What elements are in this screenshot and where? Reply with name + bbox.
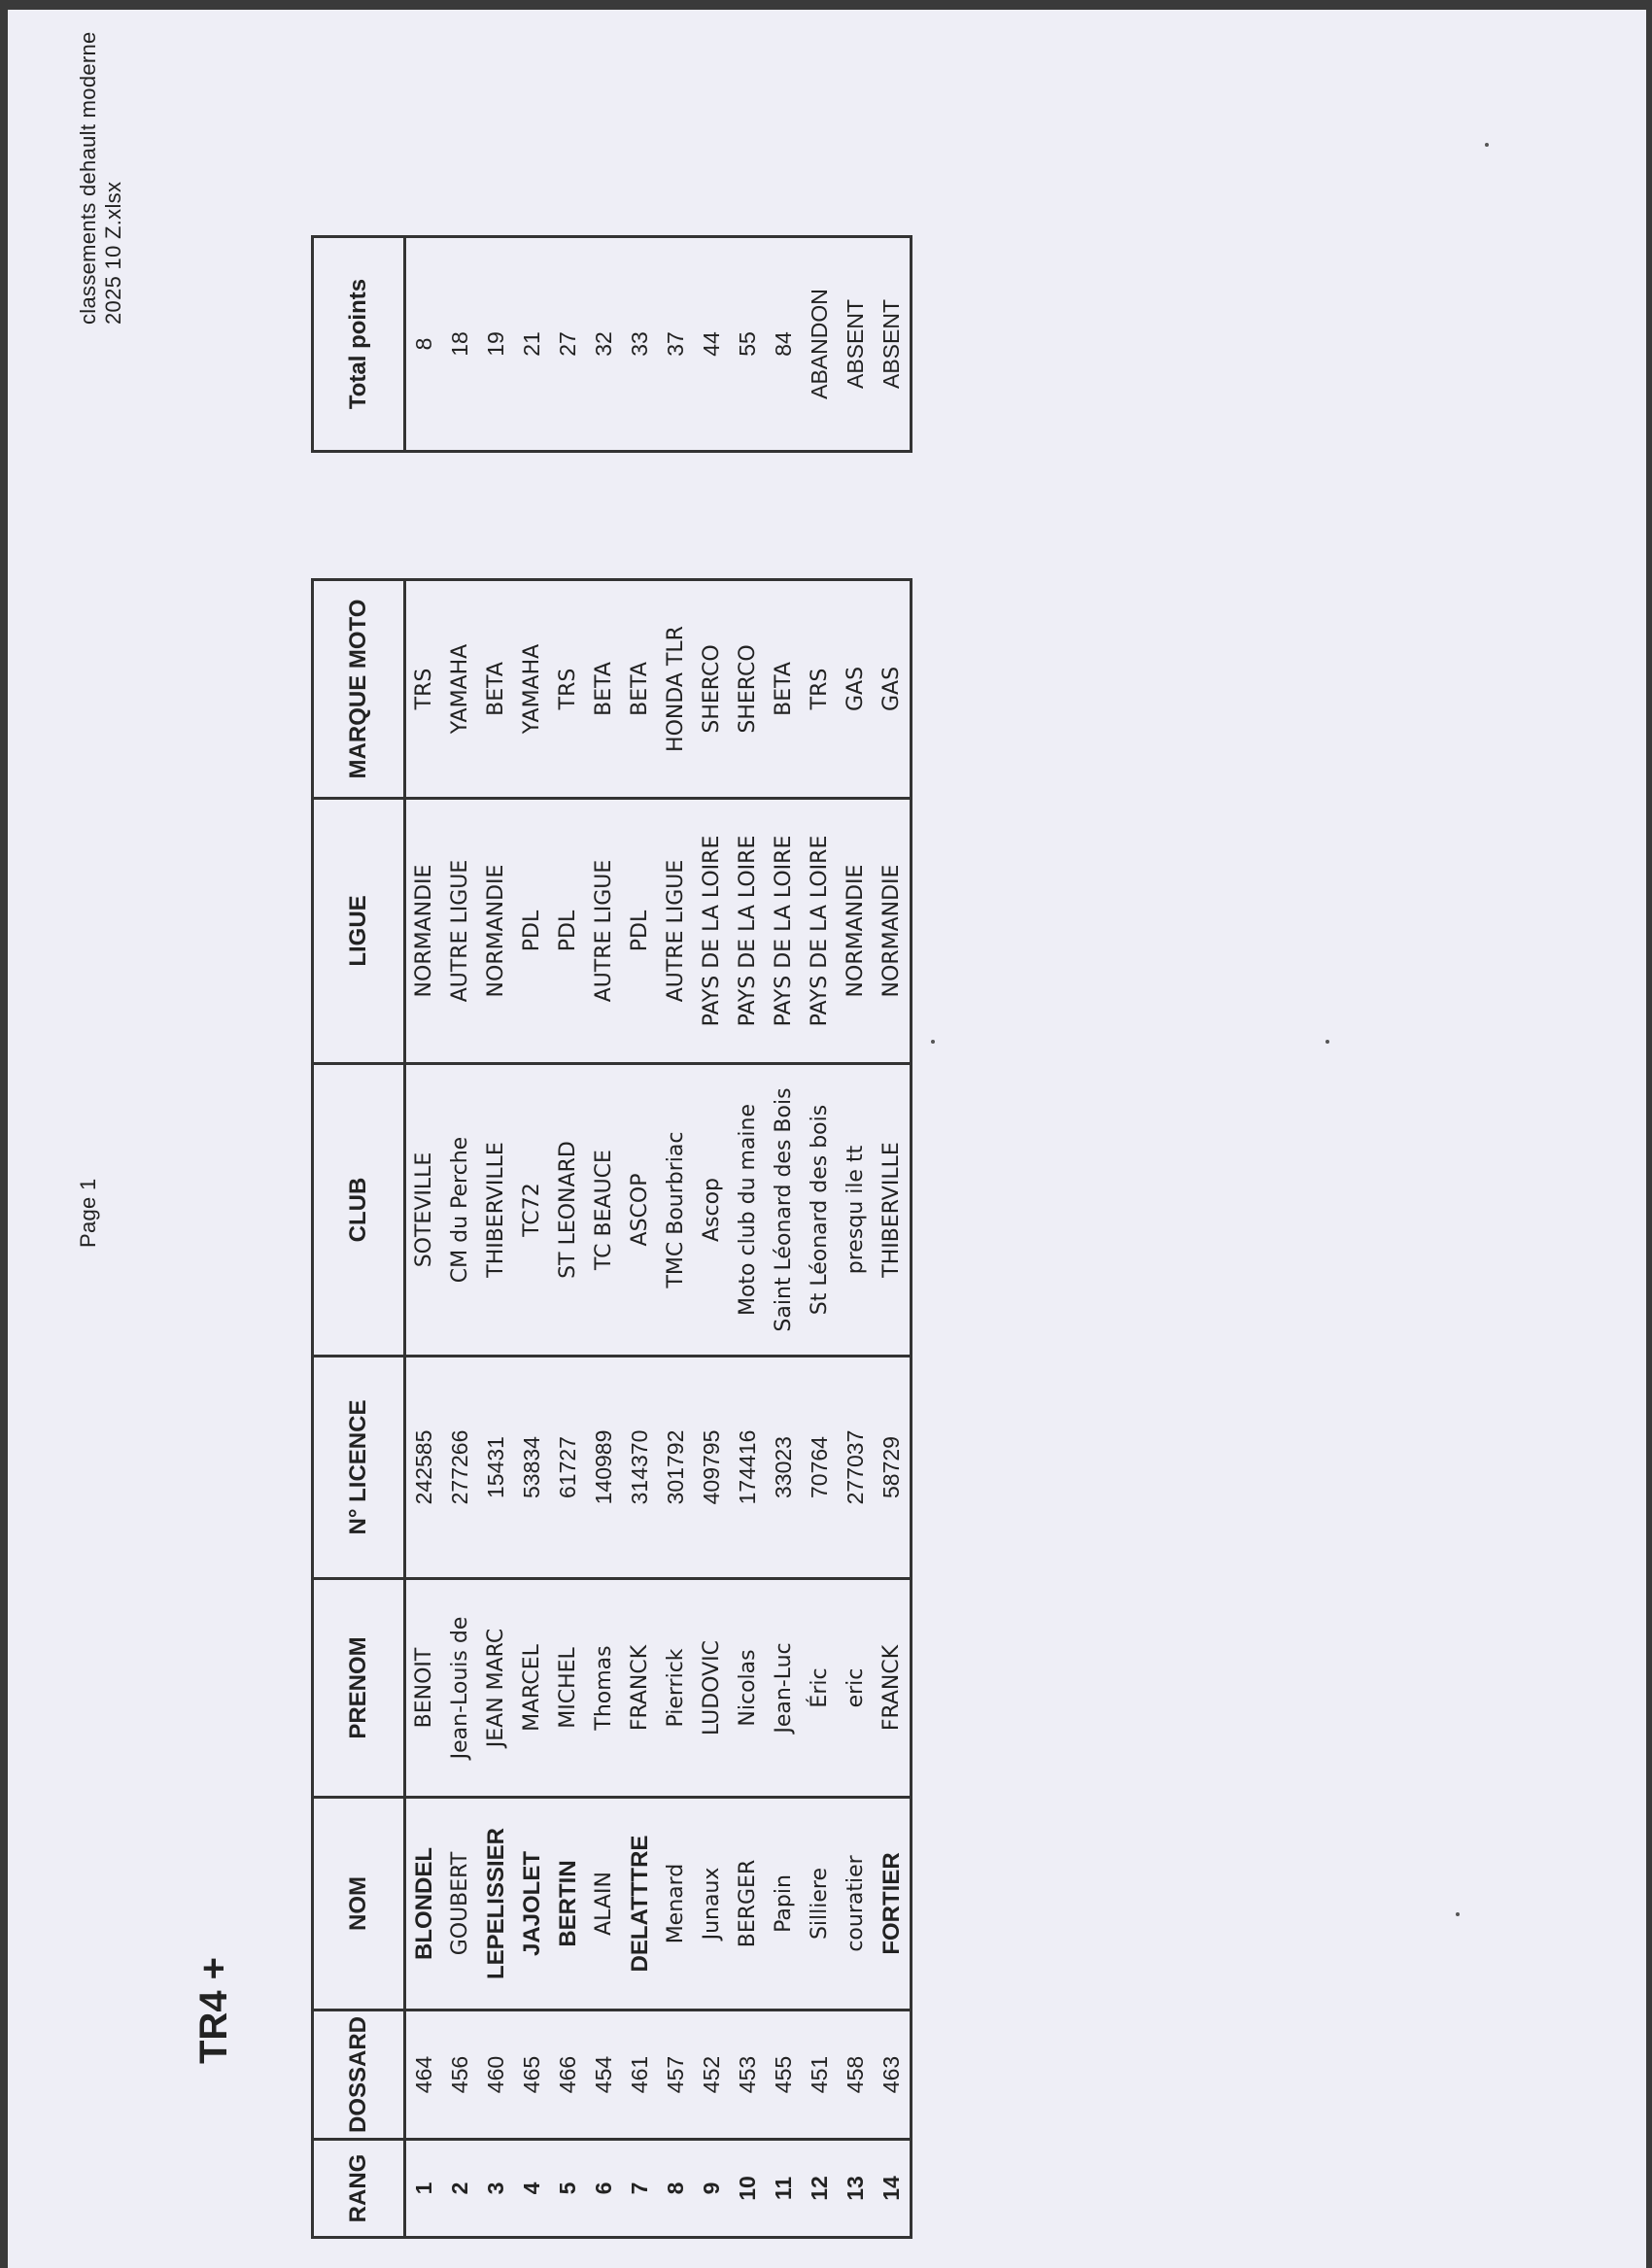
cell-marque: GAS (843, 666, 868, 712)
cell-licence: 242585 (405, 1357, 443, 1579)
cell-prenom: LUDOVIC (694, 1579, 730, 1798)
cell-nom: ALAIN (586, 1798, 622, 2010)
cell-ligue: NORMANDIE (838, 799, 874, 1064)
points-header-row (313, 237, 405, 452)
cell-rang: 13 (838, 2140, 874, 2238)
points-table (311, 235, 912, 453)
cell-licence: 301792 (658, 1357, 694, 1579)
cell-marque: TRS (808, 668, 832, 710)
points-row (694, 237, 730, 452)
cell-ligue: PAYS DE LA LOIRE (802, 799, 838, 1064)
col-total-points: Total points (313, 237, 405, 452)
table-row (658, 580, 694, 2238)
cell-marque: BETA (628, 662, 652, 716)
cell-rang: 10 (730, 2140, 766, 2238)
category-title: TR4 + (192, 1956, 235, 2064)
col-dossard: DOSSARD (313, 2010, 405, 2140)
cell-nom: DELATTTRE (622, 1798, 658, 2010)
points-row (730, 237, 766, 452)
cell-marque: TRS (556, 668, 580, 710)
scanned-page (8, 10, 1646, 2268)
table-row (442, 580, 478, 2238)
table-row (622, 580, 658, 2238)
cell-licence: 33023 (766, 1357, 802, 1579)
cell-prenom: BENOIT (405, 1579, 443, 1798)
cell-ligue: PAYS DE LA LOIRE (766, 799, 802, 1064)
cell-licence: 314370 (622, 1357, 658, 1579)
points-row (838, 237, 874, 452)
cell-prenom: Jean-Luc (766, 1579, 802, 1798)
cell-ligue: NORMANDIE (478, 799, 514, 1064)
points-row (550, 237, 586, 452)
cell-rang: 4 (514, 2140, 550, 2238)
page-label: Page 1 (76, 1178, 100, 1248)
cell-marque: SHERCO (700, 644, 724, 734)
cell-total-points: ABSENT (843, 298, 868, 390)
cell-marque: TRS (412, 668, 436, 710)
cell-dossard: 451 (802, 2010, 838, 2140)
cell-rang: 6 (586, 2140, 622, 2238)
cell-marque: BETA (592, 662, 616, 716)
cell-licence: 140989 (586, 1357, 622, 1579)
cell-dossard: 460 (478, 2010, 514, 2140)
cell-total-points: 44 (699, 331, 724, 357)
points-row (802, 237, 838, 452)
cell-licence: 15431 (478, 1357, 514, 1579)
points-row (658, 237, 694, 452)
cell-club: TC72 (514, 1064, 550, 1357)
points-row (766, 237, 802, 452)
cell-licence: 70764 (802, 1357, 838, 1579)
table-row (730, 580, 766, 2238)
results-body (405, 580, 912, 2238)
points-row (622, 237, 658, 452)
cell-rang: 12 (802, 2140, 838, 2238)
cell-rang: 2 (442, 2140, 478, 2238)
col-licence: N° LICENCE (313, 1357, 405, 1579)
cell-dossard: 458 (838, 2010, 874, 2140)
cell-total-points: 18 (447, 331, 472, 357)
cell-dossard: 464 (405, 2010, 443, 2140)
scan-speck (1485, 143, 1489, 147)
points-row (442, 237, 478, 452)
cell-marque: SHERCO (736, 644, 760, 734)
cell-nom: JAJOLET (514, 1798, 550, 2010)
cell-club: THIBERVILLE (874, 1064, 912, 1357)
cell-nom: GOUBERT (442, 1798, 478, 2010)
cell-nom: couratier (838, 1798, 874, 2010)
results-header-row (313, 580, 405, 2238)
cell-club: Saint Léonard des Bois (766, 1064, 802, 1357)
points-row (874, 237, 912, 452)
cell-total-points: 32 (591, 331, 616, 357)
cell-total-points: 37 (663, 331, 688, 357)
table-row (874, 580, 912, 2238)
cell-total-points: 19 (483, 331, 508, 357)
cell-dossard: 457 (658, 2010, 694, 2140)
cell-rang: 11 (766, 2140, 802, 2238)
cell-ligue: PDL (622, 799, 658, 1064)
cell-dossard: 452 (694, 2010, 730, 2140)
col-marque: MARQUE MOTO (313, 580, 405, 799)
col-prenom: PRENOM (313, 1579, 405, 1798)
cell-rang: 7 (622, 2140, 658, 2238)
scan-speck (1456, 1912, 1460, 1916)
cell-club: THIBERVILLE (478, 1064, 514, 1357)
cell-dossard: 454 (586, 2010, 622, 2140)
cell-nom: BLONDEL (405, 1798, 443, 2010)
cell-rang: 8 (658, 2140, 694, 2238)
cell-rang: 1 (405, 2140, 443, 2238)
cell-club: St Léonard des bois (802, 1064, 838, 1357)
col-ligue: LIGUE (313, 799, 405, 1064)
cell-nom: FORTIER (874, 1798, 912, 2010)
cell-ligue: PDL (514, 799, 550, 1064)
cell-club: SOTEVILLE (405, 1064, 443, 1357)
table-row (838, 580, 874, 2238)
table-row (405, 580, 443, 2238)
cell-prenom: JEAN MARC (478, 1579, 514, 1798)
scan-speck (1325, 1040, 1329, 1044)
scan-speck (931, 1040, 935, 1044)
points-body (405, 237, 912, 452)
cell-nom: BERGER (730, 1798, 766, 2010)
cell-dossard: 465 (514, 2010, 550, 2140)
cell-licence: 409795 (694, 1357, 730, 1579)
cell-marque: YAMAHA (448, 643, 472, 735)
cell-club: TMC Bourbriac (658, 1064, 694, 1357)
cell-dossard: 463 (874, 2010, 912, 2140)
cell-nom: Papin (766, 1798, 802, 2010)
cell-total-points: 55 (735, 331, 760, 357)
cell-ligue: AUTRE LIGUE (586, 799, 622, 1064)
cell-prenom: Éric (802, 1579, 838, 1798)
cell-total-points: 21 (519, 331, 544, 357)
cell-licence: 277037 (838, 1357, 874, 1579)
cell-licence: 277266 (442, 1357, 478, 1579)
cell-nom: LEPELISSIER (478, 1798, 514, 2010)
cell-ligue: PAYS DE LA LOIRE (694, 799, 730, 1064)
table-row (694, 580, 730, 2238)
cell-total-points: ABANDON (807, 289, 832, 399)
cell-marque: HONDA TLR (664, 626, 688, 752)
cell-rang: 5 (550, 2140, 586, 2238)
cell-nom: Silliere (802, 1798, 838, 2010)
col-nom: NOM (313, 1798, 405, 2010)
cell-licence: 53834 (514, 1357, 550, 1579)
table-row (766, 580, 802, 2238)
cell-prenom: MICHEL (550, 1579, 586, 1798)
cell-marque: GAS (879, 666, 904, 712)
points-row (478, 237, 514, 452)
cell-prenom: eric (838, 1579, 874, 1798)
results-table (311, 578, 912, 2239)
cell-rang: 9 (694, 2140, 730, 2238)
cell-rang: 14 (874, 2140, 912, 2238)
points-row (405, 237, 443, 452)
cell-licence: 174416 (730, 1357, 766, 1579)
points-row (586, 237, 622, 452)
table-row (478, 580, 514, 2238)
cell-club: ST LEONARD (550, 1064, 586, 1357)
cell-licence: 58729 (874, 1357, 912, 1579)
cell-total-points: 8 (411, 337, 436, 351)
table-row (802, 580, 838, 2238)
cell-total-points: 84 (771, 331, 796, 357)
file-name: classements dehault moderne 2025 10 Z.xlsx (76, 31, 125, 325)
cell-prenom: FRANCK (874, 1579, 912, 1798)
points-row (514, 237, 550, 452)
cell-club: Ascop (694, 1064, 730, 1357)
cell-total-points: ABSENT (878, 298, 904, 390)
cell-club: CM du Perche (442, 1064, 478, 1357)
cell-ligue: NORMANDIE (405, 799, 443, 1064)
cell-ligue: PAYS DE LA LOIRE (730, 799, 766, 1064)
table-row (586, 580, 622, 2238)
cell-total-points: 33 (627, 331, 652, 357)
cell-club: presqu ile tt (838, 1064, 874, 1357)
cell-dossard: 453 (730, 2010, 766, 2140)
cell-dossard: 461 (622, 2010, 658, 2140)
table-row (550, 580, 586, 2238)
cell-prenom: FRANCK (622, 1579, 658, 1798)
cell-club: ASCOP (622, 1064, 658, 1357)
cell-nom: Menard (658, 1798, 694, 2010)
cell-dossard: 466 (550, 2010, 586, 2140)
cell-ligue: AUTRE LIGUE (658, 799, 694, 1064)
cell-nom: Junaux (694, 1798, 730, 2010)
cell-ligue: PDL (550, 799, 586, 1064)
rotated-landscape-sheet (8, 10, 1646, 2268)
cell-dossard: 456 (442, 2010, 478, 2140)
col-rang: RANG (313, 2140, 405, 2238)
cell-marque: BETA (484, 662, 508, 716)
cell-marque: YAMAHA (520, 643, 544, 735)
cell-rang: 3 (478, 2140, 514, 2238)
cell-licence: 61727 (550, 1357, 586, 1579)
cell-total-points: 27 (555, 331, 580, 357)
table-row (514, 580, 550, 2238)
cell-prenom: Nicolas (730, 1579, 766, 1798)
col-club: CLUB (313, 1064, 405, 1357)
cell-prenom: Thomas (586, 1579, 622, 1798)
cell-prenom: Jean-Louis de (442, 1579, 478, 1798)
cell-ligue: AUTRE LIGUE (442, 799, 478, 1064)
cell-marque: BETA (772, 662, 796, 716)
cell-prenom: Pierrick (658, 1579, 694, 1798)
cell-dossard: 455 (766, 2010, 802, 2140)
cell-prenom: MARCEL (514, 1579, 550, 1798)
cell-club: TC BEAUCE (586, 1064, 622, 1357)
cell-club: Moto club du maine (730, 1064, 766, 1357)
cell-ligue: NORMANDIE (874, 799, 912, 1064)
cell-nom: BERTIN (550, 1798, 586, 2010)
